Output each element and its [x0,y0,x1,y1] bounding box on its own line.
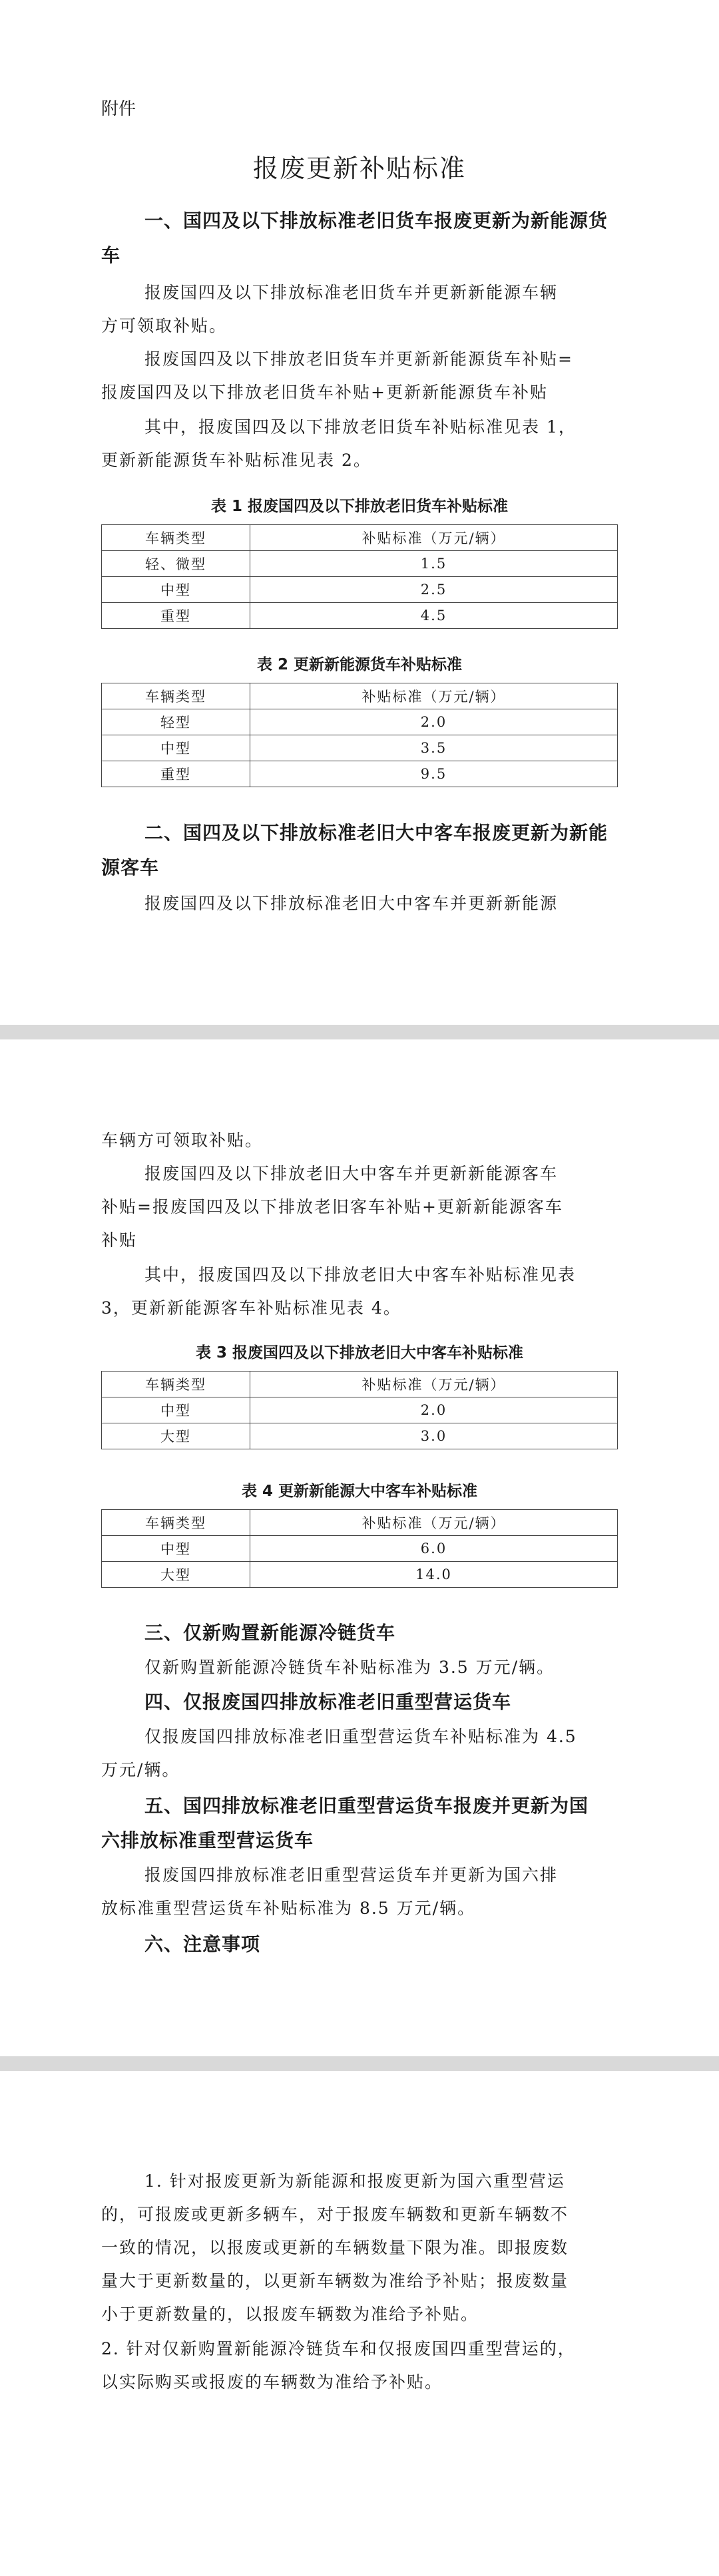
table-row [102,525,618,551]
section2-p2-line1: 报废国四及以下排放老旧大中客车并更新新能源客车 [144,1164,559,1183]
table2 [101,683,618,787]
table4 [101,1509,618,1588]
table-header-cell: 补贴标准（万元/辆） [250,683,618,709]
section2-p2-line2: 补贴=报废国四及以下排放老旧客车补贴+更新新能源客车 [101,1197,563,1216]
section4-heading: 四、仅报废国四排放标准老旧重型营运货车 [144,1691,512,1713]
table-cell: 大型 [102,1562,250,1588]
table-cell: 中型 [102,1397,250,1423]
table-cell: 重型 [102,761,250,787]
section5-heading-line1: 五、国四排放标准老旧重型营运货车报废并更新为国 [144,1795,589,1817]
table-row [102,1562,618,1588]
section3-p1: 仅新购置新能源冷链货车补贴标准为 3.5 万元/辆。 [144,1658,555,1677]
note2-line2: 以实际购买或报废的车辆数为准给予补贴。 [101,2372,443,2392]
section1-p1-line2: 方可领取补贴。 [101,316,228,335]
section1-p2-line2: 报废国四及以下排放老旧货车补贴+更新新能源货车补贴 [101,383,548,402]
section1-p2-line1: 报废国四及以下排放老旧货车并更新新能源货车补贴= [144,349,573,369]
table-row [102,1372,618,1397]
table-cell: 2.0 [250,709,618,735]
section5-p1-line2: 放标准重型营运货车补贴标准为 8.5 万元/辆。 [101,1899,476,1918]
table-cell: 6.0 [250,1536,618,1562]
table-row [102,1397,618,1423]
table-cell: 2.5 [250,577,618,603]
page-3 [0,2071,719,2576]
attachment-label: 附件 [101,99,136,119]
table-header-cell: 车辆类型 [102,1510,250,1536]
section1-heading-line1: 一、国四及以下排放标准老旧货车报废更新为新能源货 [144,210,608,232]
section3-heading: 三、仅新购置新能源冷链货车 [144,1622,396,1644]
table-row [102,603,618,629]
section5-heading-line2: 六排放标准重型营运货车 [101,1829,314,1851]
table-header-cell: 车辆类型 [102,683,250,709]
table-row [102,1510,618,1536]
section1-p3-line1: 其中，报废国四及以下排放老旧货车补贴标准见表 1， [144,417,577,437]
table-row [102,709,618,735]
table3 [101,1371,618,1449]
table2-title: 表 2 更新新能源货车补贴标准 [256,656,463,673]
table-cell: 9.5 [250,761,618,787]
note1-line4: 量大于更新数量的，以更新车辆数为准给予补贴；报废数量 [101,2271,569,2291]
section1-heading-line2: 车 [101,244,121,266]
section6-heading: 六、注意事项 [144,1933,261,1955]
document-title: 报废更新补贴标准 [252,154,466,183]
table-header-cell: 补贴标准（万元/辆） [250,525,618,551]
page-1 [0,0,719,1025]
table-cell: 中型 [102,577,250,603]
note1-line3: 一致的情况，以报废或更新的车辆数量下限为准。即报废数 [101,2238,569,2257]
table1 [101,524,618,629]
section5-p1-line1: 报废国四排放标准老旧重型营运货车并更新为国六排 [144,1865,559,1885]
table-cell: 3.5 [250,735,618,761]
section1-p3-line2: 更新新能源货车补贴标准见表 2。 [101,451,371,470]
table-row [102,1423,618,1449]
table-cell: 中型 [102,1536,250,1562]
table-cell: 14.0 [250,1562,618,1588]
table-cell: 2.0 [250,1397,618,1423]
section4-p1-line2: 万元/辆。 [101,1760,180,1779]
table-row [102,551,618,577]
table-header-cell: 车辆类型 [102,1372,250,1397]
table-cell: 轻、微型 [102,551,250,577]
section4-p1-line1: 仅报废国四排放标准老旧重型营运货车补贴标准为 4.5 [144,1727,577,1746]
note1-line2: 的，可报废或更新多辆车，对于报废车辆数和更新车辆数不 [101,2205,569,2224]
table-cell: 重型 [102,603,250,629]
page-2 [0,1039,719,2056]
section2-p1-line2: 车辆方可领取补贴。 [101,1131,264,1150]
table3-title: 表 3 报废国四及以下排放老旧大中客车补贴标准 [195,1344,524,1362]
section1-heading [144,205,608,237]
section2-p2-line3: 补贴 [101,1230,138,1250]
section2-heading-line2: 源客车 [101,856,160,878]
table-cell: 3.0 [250,1423,618,1449]
note2-line1: 2. 针对仅新购置新能源冷链货车和仅报废国四重型营运的， [101,2339,576,2358]
section2-p3-line1: 其中，报废国四及以下排放老旧大中客车补贴标准见表 [144,1265,577,1284]
table-row [102,761,618,787]
table-header-cell: 车辆类型 [102,525,250,551]
table4-title: 表 4 更新新能源大中客车补贴标准 [241,1483,478,1500]
note1-line1: 1. 针对报废更新为新能源和报废更新为国六重型营运 [144,2171,565,2191]
table-header-cell: 补贴标准（万元/辆） [250,1510,618,1536]
table-row [102,683,618,709]
table-row [102,577,618,603]
section1-p1-line1: 报废国四及以下排放标准老旧货车并更新新能源车辆 [144,283,559,302]
table-cell: 轻型 [102,709,250,735]
table-cell: 1.5 [250,551,618,577]
table1-title: 表 1 报废国四及以下排放老旧货车补贴标准 [210,498,509,515]
table-row [102,1536,618,1562]
section2-p1-line1: 报废国四及以下排放标准老旧大中客车并更新新能源 [144,894,559,913]
note1-line5: 小于更新数量的，以报废车辆数为准给予补贴。 [101,2304,479,2324]
table-cell: 中型 [102,735,250,761]
section2-p3-line2: 3，更新新能源客车补贴标准见表 4。 [101,1298,401,1318]
table-cell: 4.5 [250,603,618,629]
table-header-cell: 补贴标准（万元/辆） [250,1372,618,1397]
table-cell: 大型 [102,1423,250,1449]
section2-heading-line1: 二、国四及以下排放标准老旧大中客车报废更新为新能 [144,822,608,844]
table-row [102,735,618,761]
